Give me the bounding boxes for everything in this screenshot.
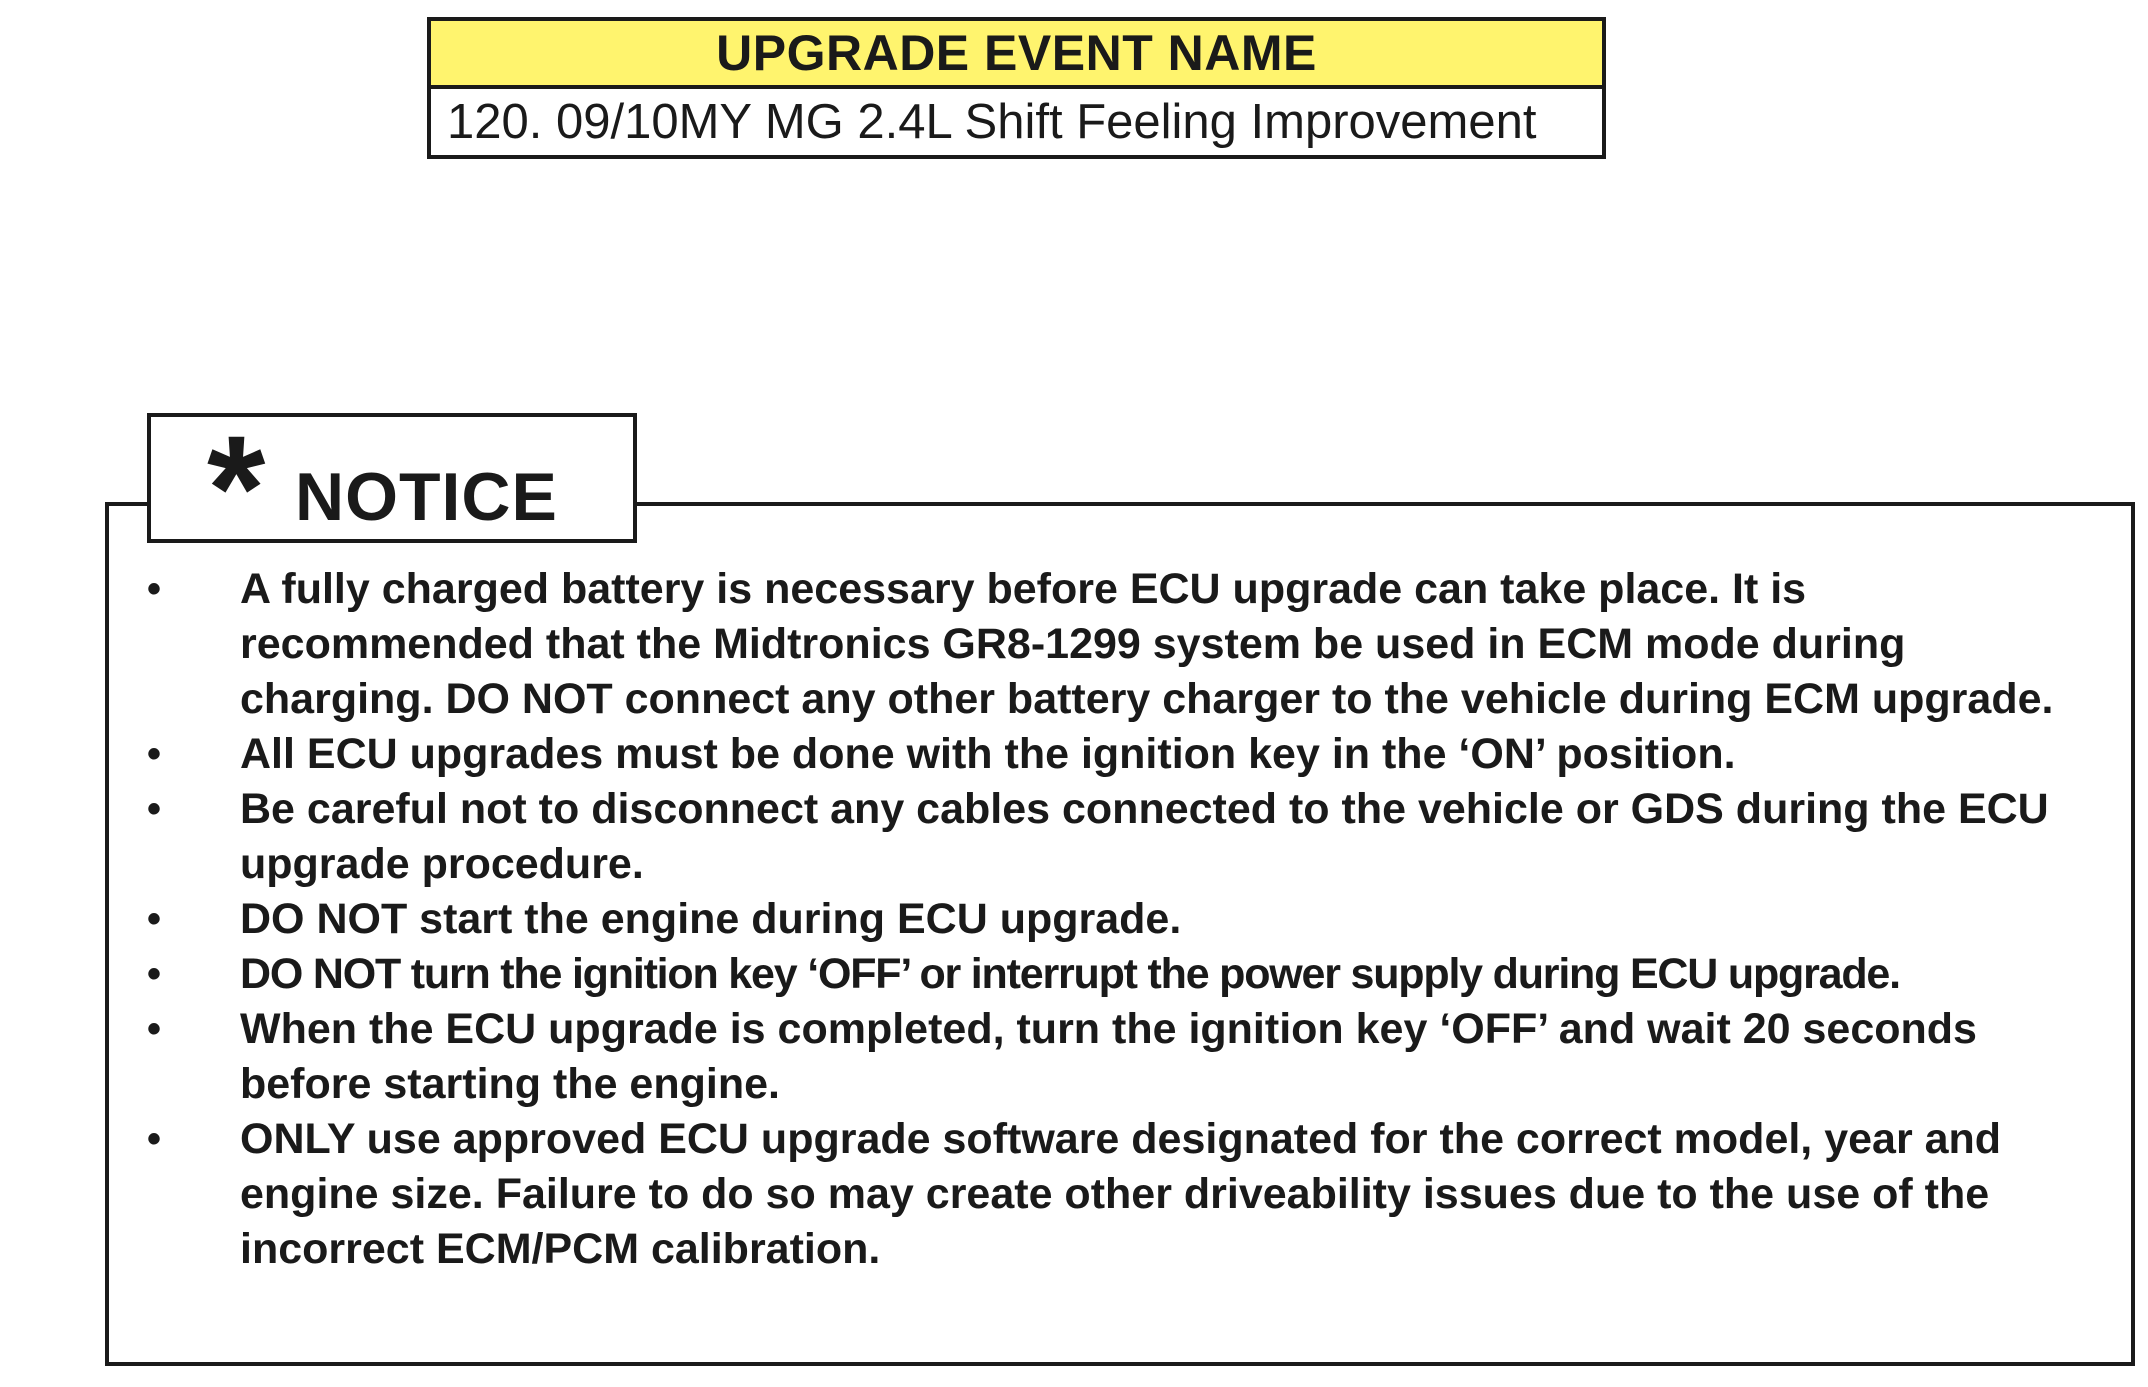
bullet-icon: • <box>147 567 162 611</box>
upgrade-event-header: UPGRADE EVENT NAME <box>431 21 1602 89</box>
bullet-icon: • <box>147 732 162 776</box>
asterisk-icon: * <box>207 404 266 572</box>
notice-item <box>147 782 2102 892</box>
notice-list <box>147 562 2102 1277</box>
bullet-icon: • <box>147 787 162 831</box>
notice-item <box>147 892 2102 947</box>
notice-item <box>147 947 2102 1002</box>
notice-item <box>147 1112 2102 1277</box>
notice-item-text: ONLY use approved ECU upgrade software designated for the correct model, year and engine size. Failure to do so may create other driveability issues due to the use of the incorrect ECM/PCM calibration. <box>240 1115 2002 1273</box>
notice-item-text: DO NOT turn the ignition key ‘OFF’ or interrupt the power supply during ECU upgrade. <box>240 950 1900 998</box>
notice-item <box>147 1002 2102 1112</box>
notice-item-text: All ECU upgrades must be done with the ignition key in the ‘ON’ position. <box>240 730 1736 778</box>
upgrade-event-name: 120. 09/10MY MG 2.4L Shift Feeling Improvement <box>447 95 1537 149</box>
upgrade-event-table <box>427 17 1606 159</box>
notice-item-text: DO NOT start the engine during ECU upgrade. <box>240 895 1182 943</box>
notice-item <box>147 562 2102 727</box>
notice-label-tab <box>147 404 637 572</box>
notice-item-text: A fully charged battery is necessary before ECU upgrade can take place. It is recommended that the Midtronics GR8-1299 system be used in ECM mode during charging. DO NOT connect any other battery charger to the vehicle during ECM upgrade. <box>240 565 2054 723</box>
bullet-icon: • <box>147 1117 162 1161</box>
notice-item <box>147 727 2102 782</box>
bullet-icon: • <box>147 897 162 941</box>
notice-item-text: Be careful not to disconnect any cables connected to the vehicle or GDS during the ECU upgrade procedure. <box>240 785 2049 888</box>
notice-title: NOTICE <box>295 459 558 535</box>
bullet-icon: • <box>147 952 162 996</box>
bullet-icon: • <box>147 1007 162 1051</box>
notice-item-text: When the ECU upgrade is completed, turn the ignition key ‘OFF’ and wait 20 seconds before starting the engine. <box>240 1005 1977 1108</box>
